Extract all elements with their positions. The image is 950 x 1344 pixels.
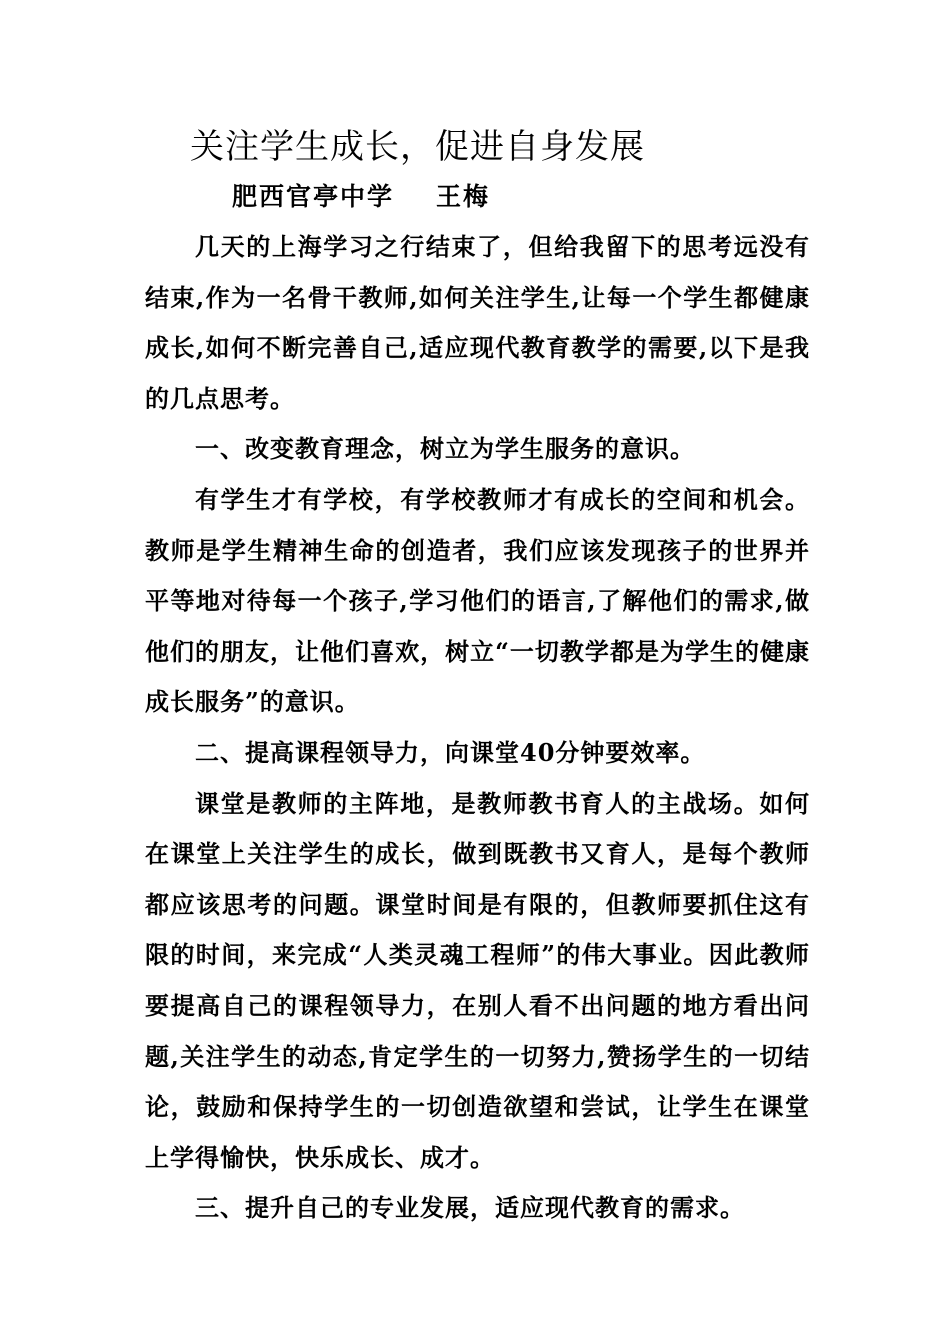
paragraph-section-2: 课堂是教师的主阵地，是教师教书育人的主战场。如何在课堂上关注学生的成长，做到既教书又育人，是每个教师都应该思考的问题。课堂时间是有限的，但教师要抓住这有限的时间，来完成“人类灵魂工程师”的伟大事业。因此教师要提高自己的课程领导力，在别人看不出问题的地方看出问题,关注学生的动态,肯定学生的一切努力,赞扬学生的一切结论，鼓励和保持学生的一切创造欲望和尝试，让学生在课堂上学得愉快，快乐成长、成才。 (145, 788, 810, 1172)
paragraph-intro: 几天的上海学习之行结束了，但给我留下的思考远没有结束,作为一名骨干教师,如何关注学生,让每一个学生都健康成长,如何不断完善自己,适应现代教育教学的需要,以下是我的几点思考。 (145, 232, 810, 413)
section-heading-2: 二、提高课程领导力，向课堂40分钟要效率。 (195, 737, 706, 767)
section-heading-3: 三、提升自己的专业发展，适应现代教育的需求。 (195, 1193, 745, 1223)
document-body (145, 222, 810, 1234)
document-title: 关注学生成长，促进自身发展 (190, 127, 645, 167)
school-name: 肥西官亭中学 (232, 182, 395, 211)
paragraph-section-1: 有学生才有学校，有学校教师才有成长的空间和机会。教师是学生精神生命的创造者，我们应该发现孩子的世界并平等地对待每一个孩子,学习他们的语言,了解他们的需求,做他们的朋友，让他们喜欢，树立“一切教学都是为学生的健康成长服务”的意识。 (145, 484, 810, 717)
section-heading-1: 一、改变教育理念，树立为学生服务的意识。 (195, 434, 695, 464)
author-name: 王梅 (436, 182, 491, 211)
byline (232, 175, 490, 219)
